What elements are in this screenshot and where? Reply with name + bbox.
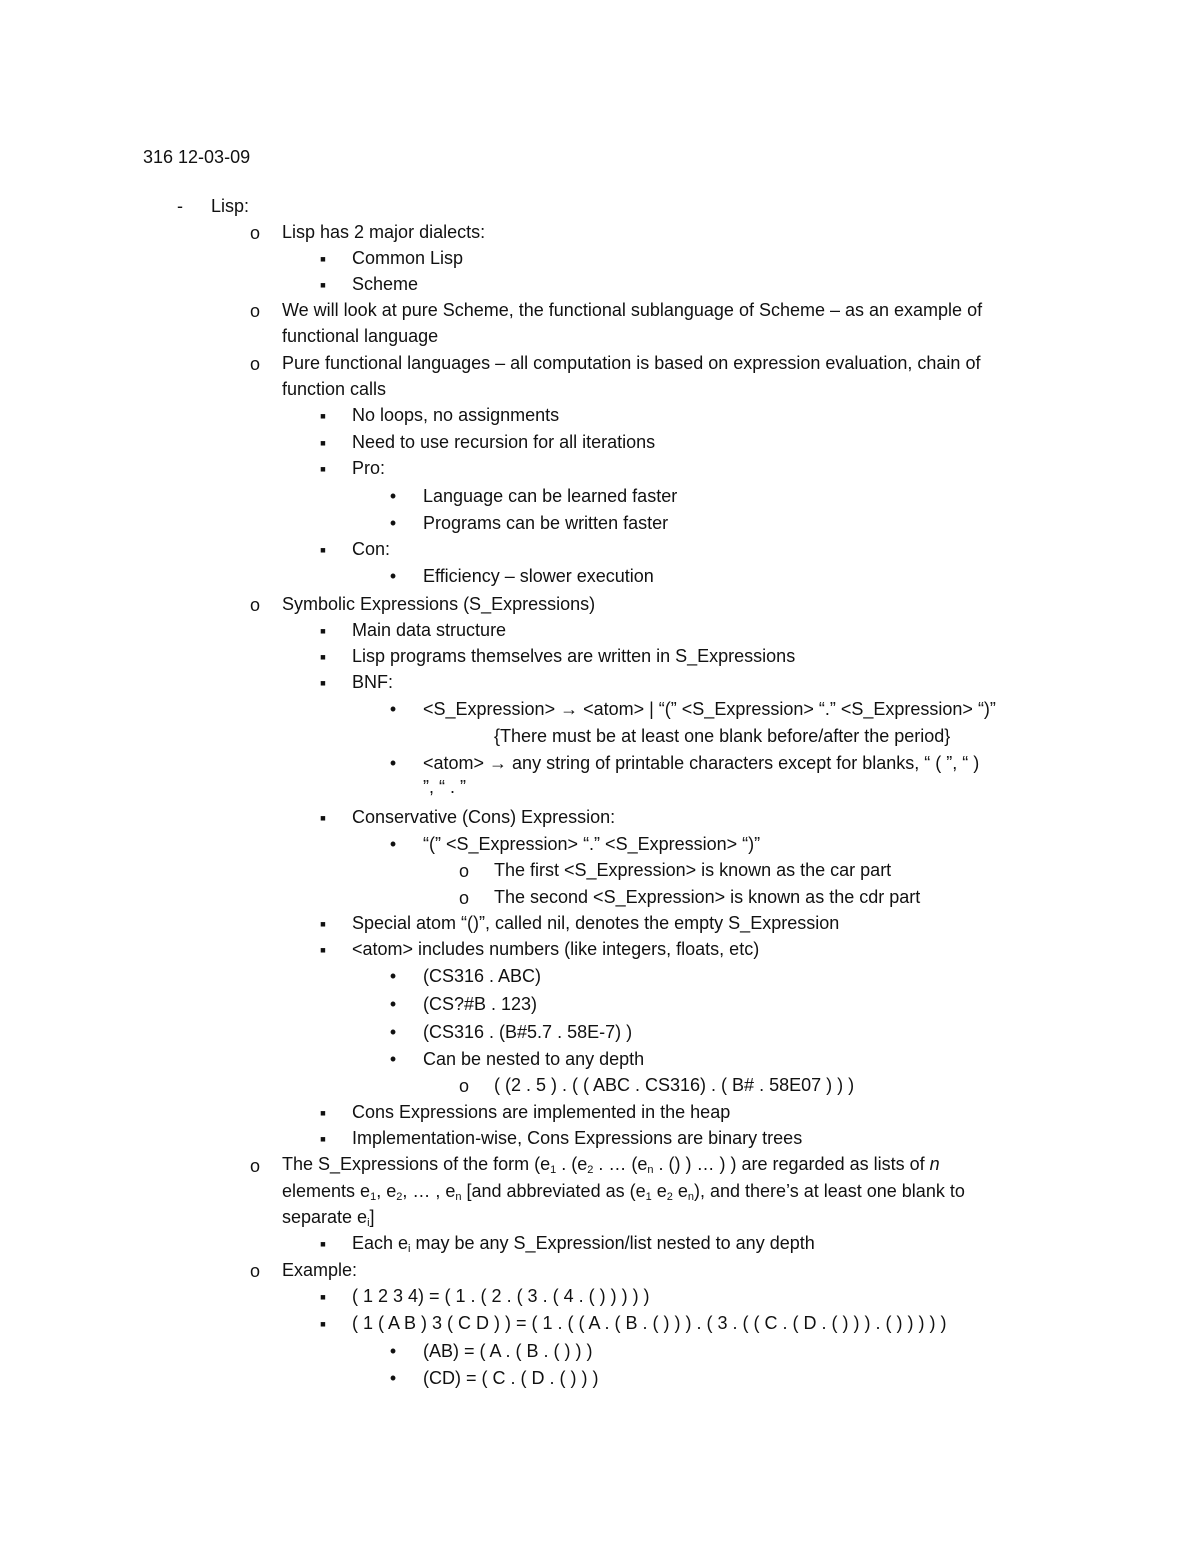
- bullet-marker: •: [389, 1341, 397, 1361]
- line-heap: Cons Expressions are implemented in the heap: [352, 1102, 731, 1122]
- line-bnf-atom: <atom> → any string of printable characters except for blanks, “ ( ”, “ ): [423, 753, 980, 773]
- circle-marker: o: [458, 888, 469, 908]
- text-run: , … , e: [402, 1181, 456, 1201]
- line-car-part: The first <S_Expression> is known as the car part: [494, 860, 892, 880]
- text-run: ]: [369, 1207, 375, 1227]
- dash-marker: -: [177, 196, 183, 216]
- line-common-lisp: Common Lisp: [352, 248, 464, 268]
- subscript: 2: [587, 1164, 594, 1176]
- circle-marker: o: [249, 1156, 260, 1176]
- bullet-marker: •: [389, 834, 397, 854]
- italic-n: n: [929, 1154, 940, 1174]
- line-cons-form: “(” <S_Expression> “.” <S_Expression> “)”: [423, 834, 761, 854]
- line-example-nested: (CS316 . (B#5.7 . 58E-7) ): [423, 1022, 633, 1042]
- line-nested-example: ( (2 . 5 ) . ( ( ABC . CS316) . ( B# . 58E07 ) ) ): [494, 1075, 855, 1095]
- square-marker: ▪: [319, 1129, 327, 1149]
- text-run: . () ) … ) ) are regarded as lists of: [653, 1154, 930, 1174]
- line-list-elements: [282, 1180, 965, 1202]
- text-run: ), and there’s at least one blank to: [694, 1181, 965, 1201]
- line-list-separate: [282, 1206, 375, 1228]
- subscript: 2: [666, 1191, 673, 1203]
- line-bnf: BNF:: [352, 672, 394, 692]
- square-marker: ▪: [319, 940, 327, 960]
- line-example: Example:: [282, 1260, 358, 1280]
- text-run: Each e: [352, 1233, 409, 1253]
- square-marker: ▪: [319, 1287, 327, 1307]
- subscript: 1: [370, 1191, 377, 1203]
- line-main-data-structure: Main data structure: [352, 620, 507, 640]
- line-recursion: Need to use recursion for all iterations: [352, 432, 656, 452]
- square-marker: ▪: [319, 1314, 327, 1334]
- circle-marker: o: [249, 354, 260, 374]
- circle-marker: o: [249, 223, 260, 243]
- line-written-faster: Programs can be written faster: [423, 513, 669, 533]
- circle-marker: o: [249, 1261, 260, 1281]
- square-marker: ▪: [319, 540, 327, 560]
- text-run: elements e: [282, 1181, 371, 1201]
- line-cdr-part: The second <S_Expression> is known as the cdr part: [494, 887, 921, 907]
- bullet-marker: •: [389, 753, 397, 773]
- text-run: [and abbreviated as (e: [461, 1181, 646, 1201]
- square-marker: ▪: [319, 433, 327, 453]
- line-example-nested-list: ( 1 ( A B ) 3 ( C D ) ) = ( 1 . ( ( A . ( B . ( ) ) ) . ( 3 . ( ( C . ( D . ( ) ) ) . ( ) ) ) ) ): [352, 1313, 947, 1333]
- text-run: e: [672, 1181, 688, 1201]
- subscript: i: [408, 1243, 411, 1255]
- line-dialects: Lisp has 2 major dialects:: [282, 222, 486, 242]
- line-bnf-note: {There must be at least one blank before/after the period}: [494, 726, 951, 746]
- text-run: . (e: [556, 1154, 588, 1174]
- bullet-marker: •: [389, 513, 397, 533]
- line-pure-scheme: We will look at pure Scheme, the functional sublanguage of Scheme – as an example of: [282, 300, 983, 320]
- line-con: Con:: [352, 539, 391, 559]
- line-pro: Pro:: [352, 458, 386, 478]
- line-learned-faster: Language can be learned faster: [423, 486, 678, 506]
- subscript: n: [647, 1164, 654, 1176]
- line-scheme: Scheme: [352, 274, 419, 294]
- text-run: separate e: [282, 1207, 368, 1227]
- bullet-marker: •: [389, 1049, 397, 1069]
- subscript: 1: [550, 1164, 557, 1176]
- line-nested-depth: Can be nested to any depth: [423, 1049, 645, 1069]
- square-marker: ▪: [319, 647, 327, 667]
- line-example-cd: (CD) = ( C . ( D . ( ) ) ): [423, 1368, 599, 1388]
- subscript: 2: [396, 1191, 403, 1203]
- page-header: 316 12-03-09: [143, 147, 251, 167]
- text-run: The S_Expressions of the form (e: [282, 1154, 551, 1174]
- line-list-form: [282, 1153, 940, 1175]
- square-marker: ▪: [319, 914, 327, 934]
- square-marker: ▪: [319, 1103, 327, 1123]
- line-cons-expression: Conservative (Cons) Expression:: [352, 807, 616, 827]
- square-marker: ▪: [319, 1234, 327, 1254]
- bullet-marker: •: [389, 699, 397, 719]
- line-bnf-atom-cont: ”, “ . ”: [423, 777, 466, 797]
- text-run: e: [651, 1181, 667, 1201]
- bullet-marker: •: [389, 1022, 397, 1042]
- subscript: n: [455, 1191, 462, 1203]
- line-pure-functional-cont: function calls: [282, 379, 387, 399]
- line-no-loops: No loops, no assignments: [352, 405, 560, 425]
- square-marker: ▪: [319, 673, 327, 693]
- line-binary-trees: Implementation-wise, Cons Expressions are binary trees: [352, 1128, 803, 1148]
- line-example-csb: (CS?#B . 123): [423, 994, 538, 1014]
- line-programs-sexpr: Lisp programs themselves are written in S_Expressions: [352, 646, 796, 666]
- subscript: 1: [645, 1191, 652, 1203]
- subscript: i: [367, 1217, 370, 1229]
- bullet-marker: •: [389, 1368, 397, 1388]
- square-marker: ▪: [319, 406, 327, 426]
- circle-marker: o: [458, 861, 469, 881]
- line-pure-scheme-cont: functional language: [282, 326, 439, 346]
- line-example-list: ( 1 2 3 4) = ( 1 . ( 2 . ( 3 . ( 4 . ( ) ) ) ) ): [352, 1286, 650, 1306]
- bullet-marker: •: [389, 994, 397, 1014]
- circle-marker: o: [249, 301, 260, 321]
- bullet-marker: •: [389, 486, 397, 506]
- square-marker: ▪: [319, 275, 327, 295]
- line-nil: Special atom “()”, called nil, denotes the empty S_Expression: [352, 913, 840, 933]
- line-each-ei: [352, 1232, 815, 1254]
- line-example-cs316: (CS316 . ABC): [423, 966, 542, 986]
- bullet-marker: •: [389, 566, 397, 586]
- circle-marker: o: [249, 595, 260, 615]
- line-symbolic-expressions: Symbolic Expressions (S_Expressions): [282, 594, 596, 614]
- text-run: may be any S_Expression/list nested to any depth: [410, 1233, 815, 1253]
- line-pure-functional: Pure functional languages – all computation is based on expression evaluation, chain of: [282, 353, 981, 373]
- square-marker: ▪: [319, 249, 327, 269]
- bullet-marker: •: [389, 966, 397, 986]
- square-marker: ▪: [319, 621, 327, 641]
- line-example-ab: (AB) = ( A . ( B . ( ) ) ): [423, 1341, 593, 1361]
- square-marker: ▪: [319, 459, 327, 479]
- circle-marker: o: [458, 1076, 469, 1096]
- line-lisp: Lisp:: [211, 196, 250, 216]
- line-atom-numbers: <atom> includes numbers (like integers, floats, etc): [352, 939, 760, 959]
- line-efficiency: Efficiency – slower execution: [423, 566, 654, 586]
- square-marker: ▪: [319, 808, 327, 828]
- subscript: n: [687, 1191, 694, 1203]
- text-run: . … (e: [593, 1154, 648, 1174]
- line-bnf-sexpr: <S_Expression> → <atom> | “(” <S_Expression> “.” <S_Expression> “)”: [423, 699, 996, 719]
- text-run: , e: [376, 1181, 397, 1201]
